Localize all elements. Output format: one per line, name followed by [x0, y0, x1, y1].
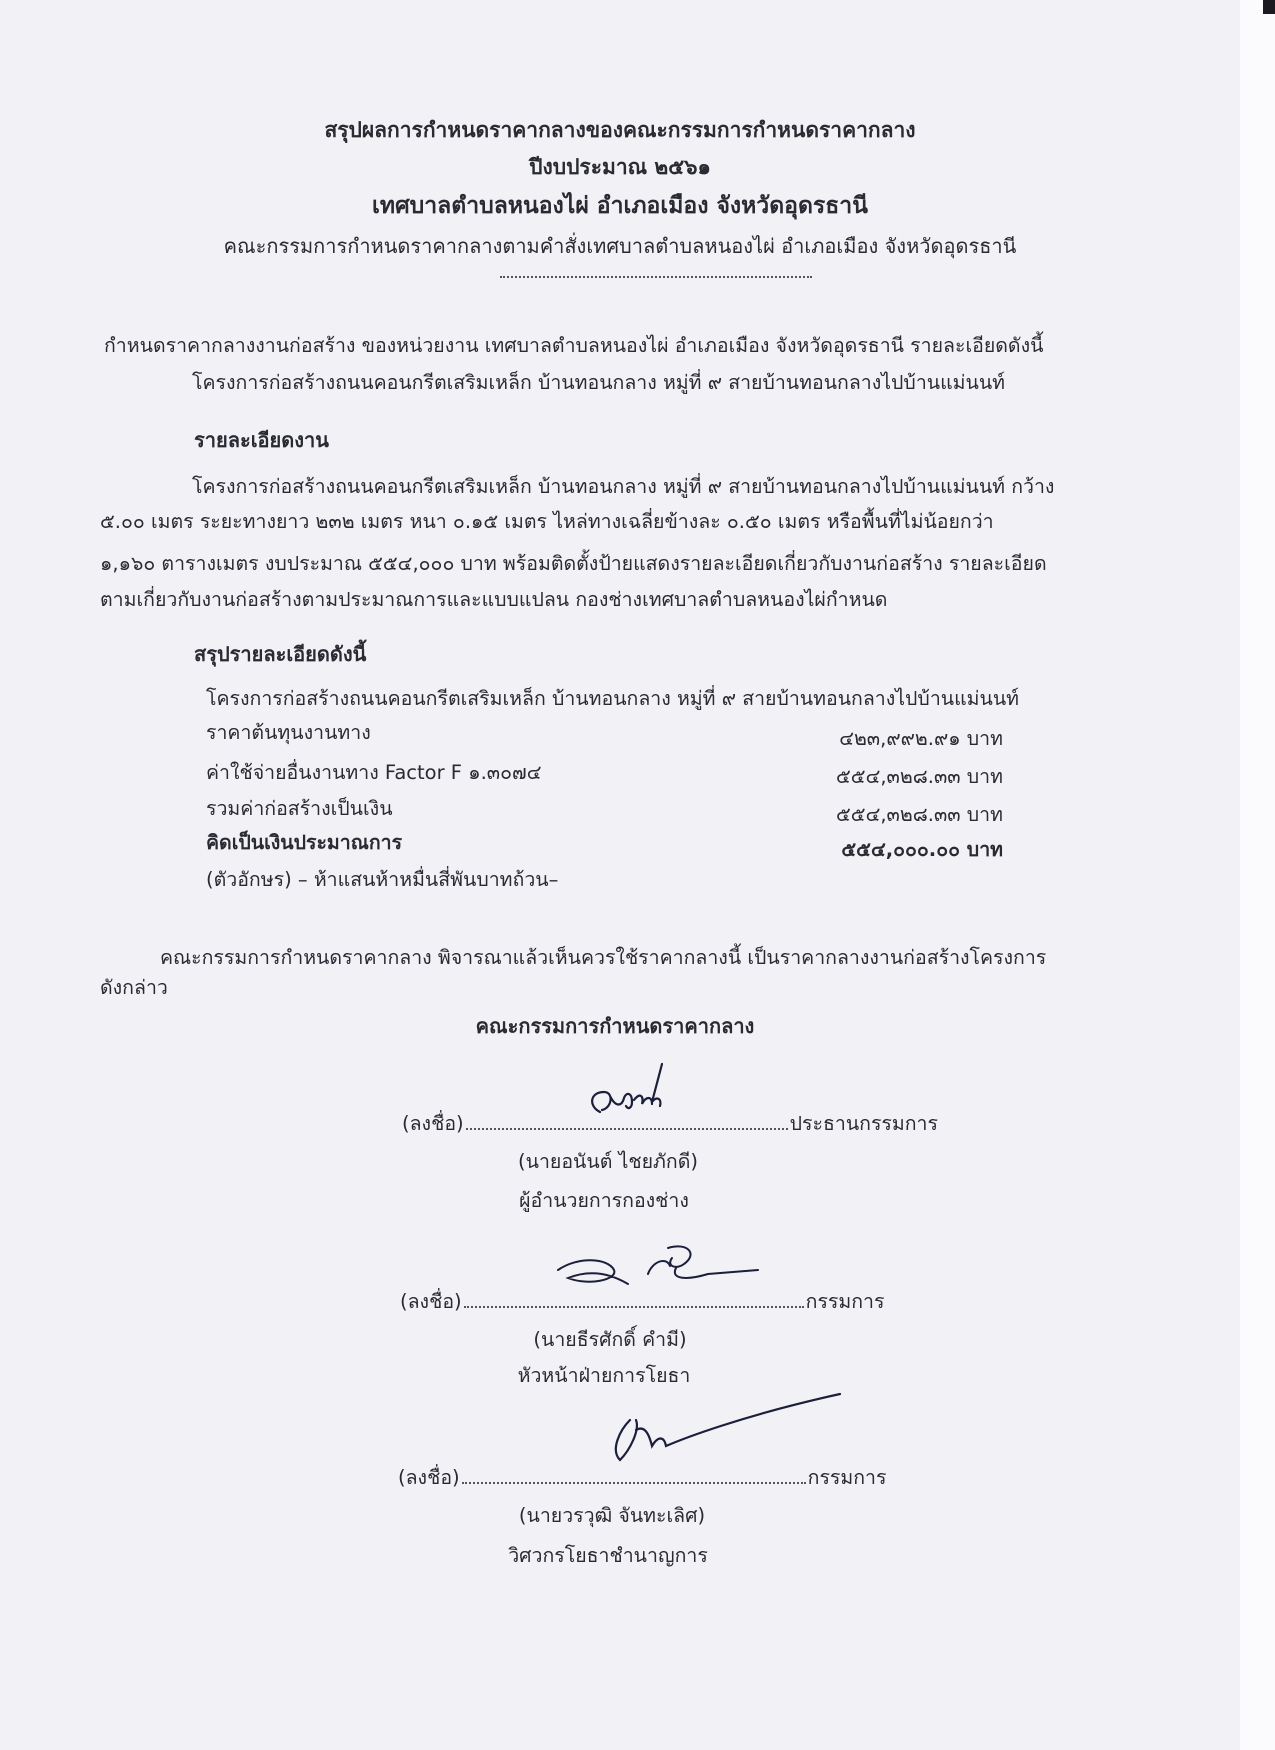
summary-row-label: ราคาต้นทุนงานทาง	[206, 721, 371, 744]
conclusion-line-1: คณะกรรมการกำหนดราคากลาง พิจารณาแล้วเห็นควรใช้ราคากลางนี้ เป็นราคากลางงานก่อสร้างโครงการ	[160, 946, 1047, 969]
handwritten-signature	[580, 1062, 690, 1130]
signer-position: หัวหน้าฝ่ายการโยธา	[517, 1364, 691, 1387]
signer-role: กรรมการ	[805, 1290, 885, 1313]
work-details-heading: รายละเอียดงาน	[194, 428, 329, 452]
fiscal-year: ปีงบประมาณ ๒๕๖๑	[529, 155, 711, 179]
sign-prefix: (ลงชื่อ)	[402, 1112, 464, 1135]
summary-row-amount: ๕๕๔,๓๒๘.๓๓ บาท	[836, 803, 1003, 826]
summary-row-label: รวมค่าก่อสร้างเป็นเงิน	[206, 797, 393, 820]
signer-role: กรรมการ	[807, 1466, 887, 1489]
work-details-line-2: ๕.๐๐ เมตร ระยะทางยาว ๒๓๒ เมตร หนา ๐.๑๕ เมตร ไหล่ทางเฉลี่ยข้างละ ๐.๕๐ เมตร หรือพื้นที่ไม่น้อยกว่า	[100, 510, 994, 533]
amount-in-words: (ตัวอักษร) – ห้าแสนห้าหมื่นสี่พันบาทถ้วน–	[206, 868, 559, 891]
scan-corner	[1263, 0, 1275, 14]
work-details-line-4: ตามเกี่ยวกับงานก่อสร้างตามประมาณการและแบบแปลน กองช่างเทศบาลตำบลหนองไผ่กำหนด	[100, 588, 888, 611]
committee-heading: คณะกรรมการกำหนดราคากลาง	[475, 1014, 755, 1038]
signer-role: ประธานกรรมการ	[789, 1112, 938, 1135]
summary-project: โครงการก่อสร้างถนนคอนกรีตเสริมเหล็ก บ้านทอนกลาง หมู่ที่ ๙ สายบ้านทอนกลางไปบ้านแม่นนท์	[206, 687, 1020, 710]
sign-prefix: (ลงชื่อ)	[400, 1290, 462, 1313]
committee-line: คณะกรรมการกำหนดราคากลางตามคำสั่งเทศบาลตำบลหนองไผ่ อำเภอเมือง จังหวัดอุดรธานี	[223, 234, 1017, 258]
scan-edge	[1240, 0, 1275, 1750]
work-details-line-1: โครงการก่อสร้างถนนคอนกรีตเสริมเหล็ก บ้านทอนกลาง หมู่ที่ ๙ สายบ้านทอนกลางไปบ้านแม่นนท์ กว้าง	[192, 475, 1055, 498]
conclusion-line-2: ดังกล่าว	[100, 976, 168, 999]
intro-line-2: โครงการก่อสร้างถนนคอนกรีตเสริมเหล็ก บ้านทอนกลาง หมู่ที่ ๙ สายบ้านทอนกลางไปบ้านแม่นนท์	[192, 371, 1006, 394]
summary-row-label: ค่าใช้จ่ายอื่นงานทาง Factor F ๑.๓๐๗๔	[206, 761, 542, 784]
intro-line-1: กำหนดราคากลางงานก่อสร้าง ของหน่วยงาน เทศบาลตำบลหนองไผ่ อำเภอเมือง จังหวัดอุดรธานี รายละเอียดดังนี้	[104, 334, 1044, 357]
signature-dots	[462, 1481, 806, 1484]
estimate-total-label: คิดเป็นเงินประมาณการ	[206, 831, 403, 854]
signer-position: ผู้อำนวยการกองช่าง	[519, 1189, 689, 1212]
organization-name: เทศบาลตำบลหนองไผ่ อำเภอเมือง จังหวัดอุดรธานี	[372, 193, 868, 219]
summary-row-amount: ๔๒๓,๙๙๒.๙๑ บาท	[839, 727, 1003, 750]
estimate-total-amount: ๕๕๔,๐๐๐.๐๐ บาท	[841, 838, 1003, 861]
handwritten-signature	[548, 1240, 768, 1310]
handwritten-signature	[600, 1390, 850, 1470]
signer-name: (นายวรวุฒิ จันทะเลิศ)	[518, 1504, 706, 1527]
summary-row-amount: ๕๕๔,๓๒๘.๓๓ บาท	[836, 765, 1003, 788]
summary-heading: สรุปรายละเอียดดังนี้	[194, 642, 367, 666]
header-divider	[500, 276, 812, 278]
document-title: สรุปผลการกำหนดราคากลางของคณะกรรมการกำหนดราคากลาง	[324, 118, 916, 142]
signer-name: (นายอนันต์ ไชยภักดี)	[518, 1150, 698, 1173]
signer-position: วิศวกรโยธาชำนาญการ	[508, 1544, 708, 1567]
sign-prefix: (ลงชื่อ)	[398, 1466, 460, 1489]
work-details-line-3: ๑,๑๖๐ ตารางเมตร งบประมาณ ๕๕๔,๐๐๐ บาท พร้อมติดตั้งป้ายแสดงรายละเอียดเกี่ยวกับงานก่อสร้าง รายละเอียด	[100, 552, 1047, 575]
signer-name: (นายธีรศักดิ์ คำมี)	[533, 1328, 687, 1351]
